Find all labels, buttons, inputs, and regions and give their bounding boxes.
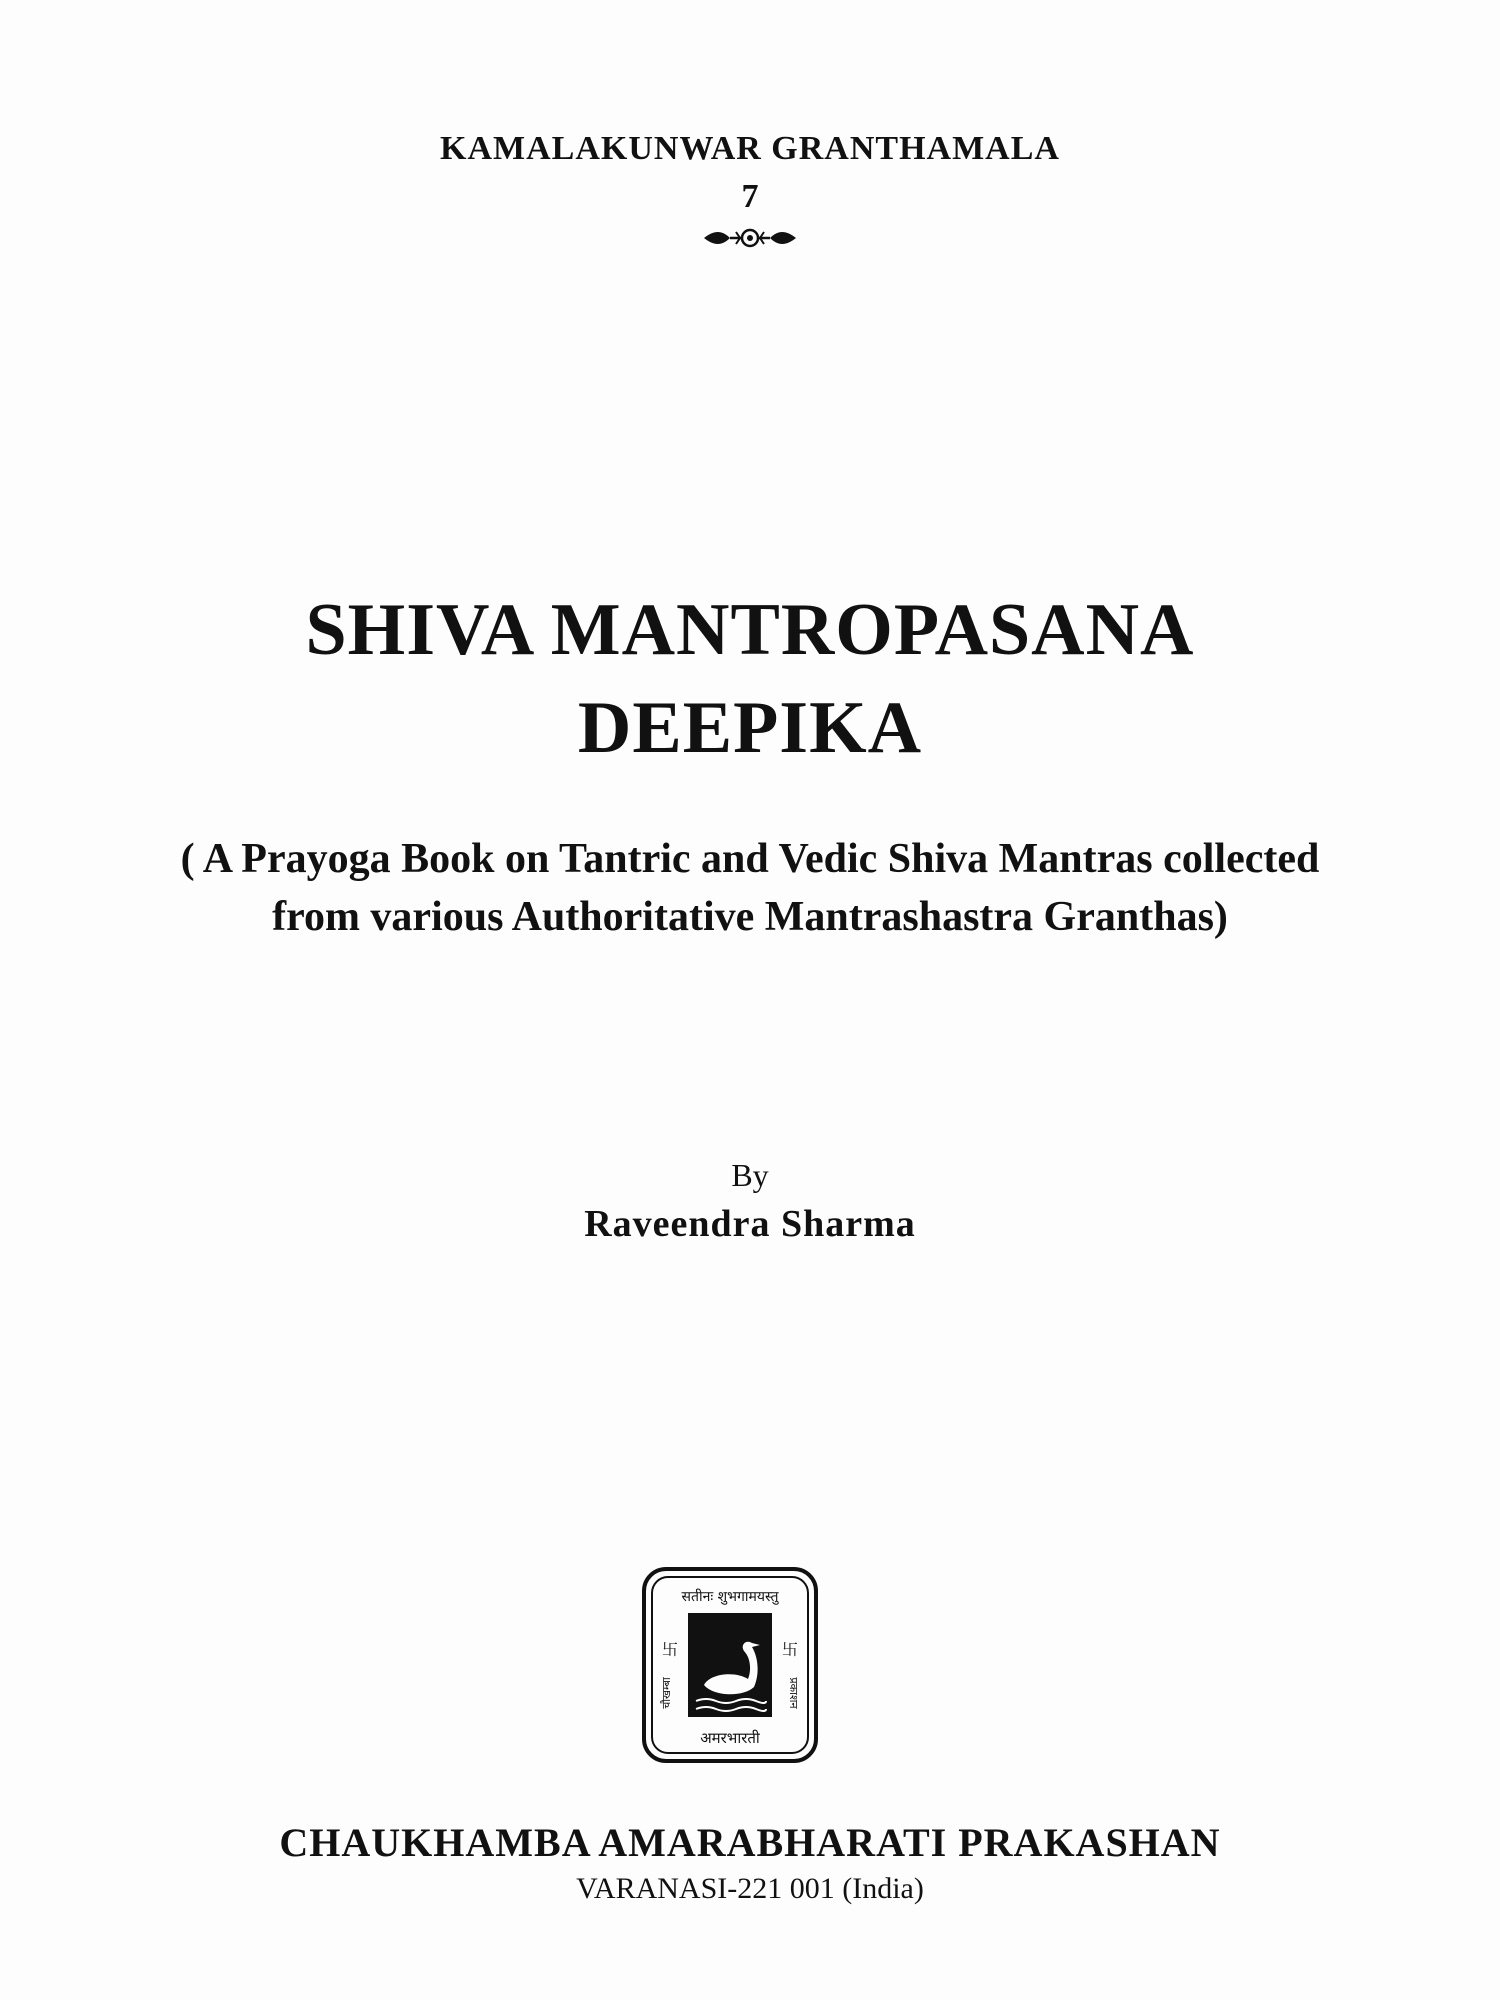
series-name: KAMALAKUNWAR GRANTHAMALA [440,130,1060,167]
subtitle-line-1: ( A Prayoga Book on Tantric and Vedic Shiva Mantras collected [180,836,1320,882]
author-name: Raveendra Sharma [584,1203,916,1245]
seal-right-symbol: 卐 [781,1640,799,1659]
seal-left-symbol: 卐 [661,1640,679,1659]
subtitle-line-2: from various Authoritative Mantrashastra Granthas) [272,894,1228,940]
seal-left-text: चौखम्बा [660,1677,673,1709]
seal-top-text: सतीनः शुभगामयस्तु [681,1589,779,1605]
publisher-address: VARANASI-221 001 (India) [576,1872,924,1905]
book-title-line-1: SHIVA MANTROPASANA [305,589,1195,671]
by-label: By [731,1157,769,1193]
book-title-line-2: DEEPIKA [577,687,923,769]
seal-right-text: प्रकाशन [787,1677,800,1709]
publisher-name: CHAUKHAMBA AMARABHARATI PRAKASHAN [279,1820,1221,1865]
series-number: 7 [741,178,759,215]
seal-bottom-text: अमरभारती [700,1729,760,1747]
publisher-seal-icon [640,1565,820,1765]
ornament-icon [700,226,800,250]
